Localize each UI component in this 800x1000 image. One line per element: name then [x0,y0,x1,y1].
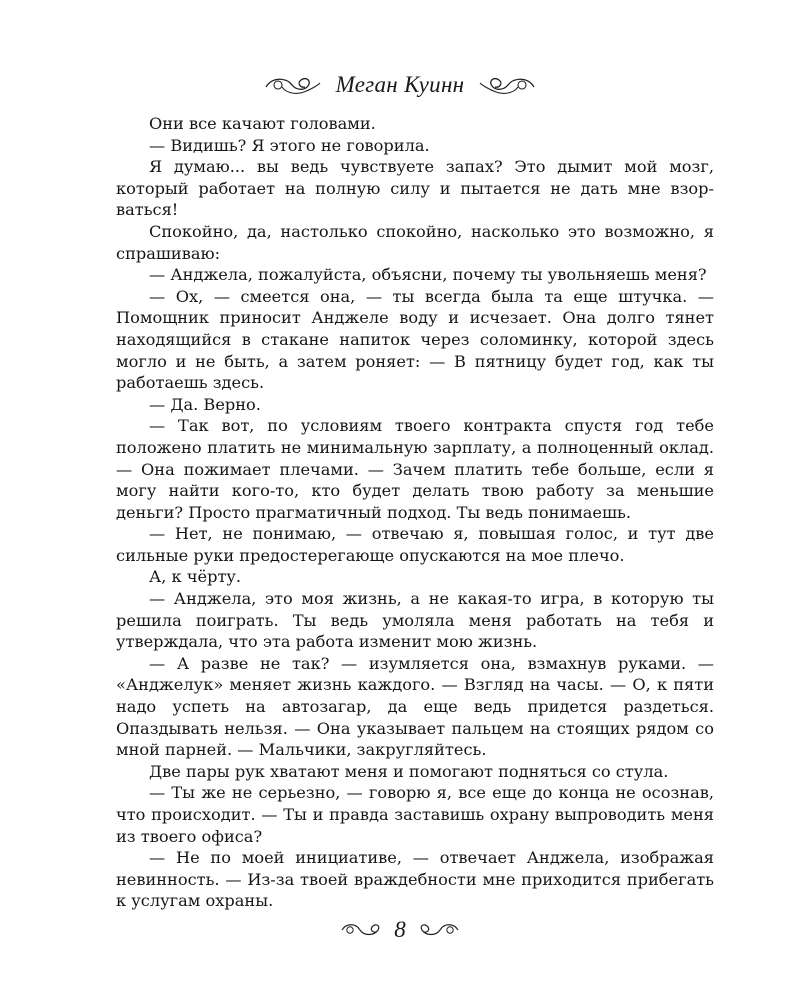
page-number: 8 [394,917,406,942]
running-title: Меган Куинн [335,72,465,97]
paragraph: Они все качают головами. [149,114,376,133]
paragraph: — А разве не так? — изумляется она, взмахнув руками. — «Анджелук» меняет жизнь каждого. — Взгляд на часы. — О, к пяти надо успеть на автозагар, да еще ведь придется раздеться. Опаздывать нельзя. — Она указывает пальцем на стоящих рядом со мной парней. — Мальчики, закругляйтесь. [116,653,714,760]
flourish-ornament-right-icon [478,73,536,97]
paragraph: Спокойно, да, настолько спокойно, насколько это возможно, я спрашиваю: [116,221,714,263]
paragraph: — Нет, не понимаю, — отвечаю я, повышая голос, и тут две сильные руки предостерегающе опускаются на мое плечо. [116,524,714,565]
paragraph: Две пары рук хватают меня и помогают подняться со стула. [149,761,669,781]
paragraph: — Не по моей инициативе, — отвечает Анджела, изображая невинность. — Из-за твоей враждебности мне приходится прибегать к услугам охраны. [116,848,714,911]
paragraph: А, к чёрту. [149,567,242,587]
paragraph: — Видишь? Я этого не говорила. [149,135,430,155]
body-text [116,113,714,912]
paragraph: — Анджела, пожалуйста, объясни, почему ты увольняешь меня? [149,265,707,285]
flourish-ornament-left-icon [264,73,322,97]
running-header [0,70,800,100]
paragraph: — Ты же не серьезно, — говорю я, все еще до конца не осознав, что происходит. — Ты и правда заставишь охрану выпроводить меня из твоего офиса? [116,783,714,846]
paragraph: — Так вот, по условиям твоего контракта спустя год тебе положено платить не минимальную зарплату, а полноценный оклад. — Она пожимает плечами. — Зачем платить тебе больше, если я могу найти кого-то, кто будет делать твою работу за меньшие деньги? Просто прагматичный подход. Ты ведь понимаешь. [116,416,714,522]
page-footer [0,915,800,945]
paragraph: Я думаю... вы ведь чувствуете запах? Это дымит мой мозг, который работает на полную силу и пытается не дать мне взорваться! [116,157,714,220]
footer-flourish-left-icon [340,920,386,940]
paragraph: — Ох, — смеется она, — ты всегда была та еще штучка. — Помощник приносит Анджеле воду и исчезает. Она долго тянет находящийся в стакане напиток через соломинку, которой здесь могло и не быть, а затем роняет: — В пятницу будет год, как ты работаешь здесь. [116,286,714,393]
paragraph: — Анджела, это моя жизнь, а не какая-то игра, в которую ты решила поиграть. Ты ведь умоляла меня работать на тебя и утверждала, что эта работа изменит мою жизнь. [116,589,714,652]
footer-flourish-right-icon [414,920,460,940]
paragraph: — Да. Верно. [149,394,261,414]
